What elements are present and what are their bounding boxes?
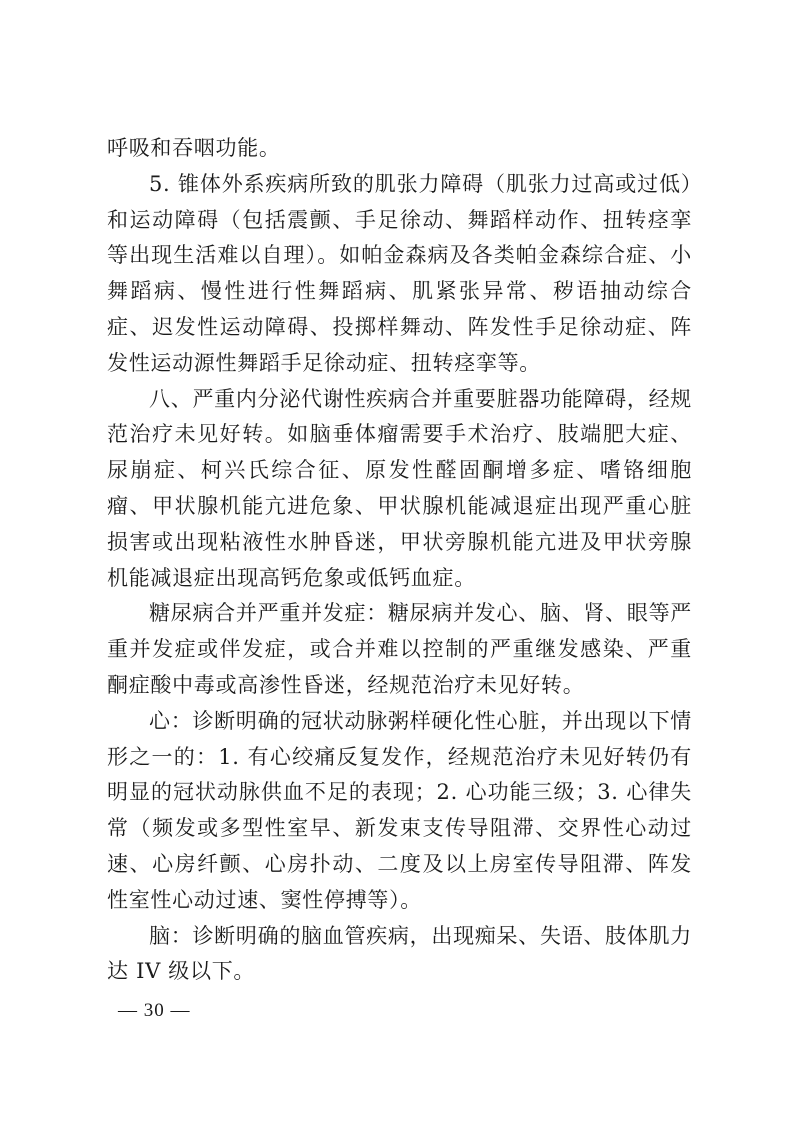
paragraph-continuation: 呼吸和吞咽功能。: [107, 136, 281, 160]
paragraph-extrapyramidal: 5. 锥体外系疾病所致的肌张力障碍（肌张力过高或过低）和运动障碍（包括震颤、手足徐动、舞蹈样动作、扭转痉挛等出现生活难以自理）。如帕金森病及各类帕金森综合症、小舞蹈病、慢性进行性舞蹈病、肌紧张异常、秽语抽动综合症、迟发性运动障碍、投掷样舞动、阵发性手足徐动症、阵发性运动源性舞蹈手足徐动症、扭转痉挛等。: [107, 171, 692, 375]
paragraph-brain: 脑：诊断明确的脑血管疾病，出现痴呆、失语、肢体肌力达 IV 级以下。: [107, 923, 692, 984]
paragraph-diabetes: 糖尿病合并严重并发症：糖尿病并发心、脑、肾、眼等严重并发症或伴发症，或合并难以控制的严重继发感染、严重酮症酸中毒或高渗性昏迷，经规范治疗未见好转。: [107, 601, 692, 697]
page-number: — 30 —: [118, 1000, 191, 1021]
paragraph-endocrine: 八、严重内分泌代谢性疾病合并重要脏器功能障碍，经规范治疗未见好转。如脑垂体瘤需要手术治疗、肢端肥大症、尿崩症、柯兴氏综合征、原发性醛固酮增多症、嗜铬细胞瘤、甲状腺机能亢进危象、甲状腺机能减退症出现严重心脏损害或出现粘液性水肿昏迷，甲状旁腺机能亢进及甲状旁腺机能减退症出现高钙危象或低钙血症。: [107, 386, 692, 590]
paragraph-heart: 心：诊断明确的冠状动脉粥样硬化性心脏，并出现以下情形之一的：1. 有心绞痛反复发作，经规范治疗未见好转仍有明显的冠状动脉供血不足的表现；2. 心功能三级；3. 心律失常（频发或多型性室早、新发束支传导阻滞、交界性心动过速、心房纤颤、心房扑动、二度及以上房室传导阻滞、阵发性室性心动过速、窦性停搏等）。: [107, 708, 692, 912]
body-text: [107, 131, 692, 990]
